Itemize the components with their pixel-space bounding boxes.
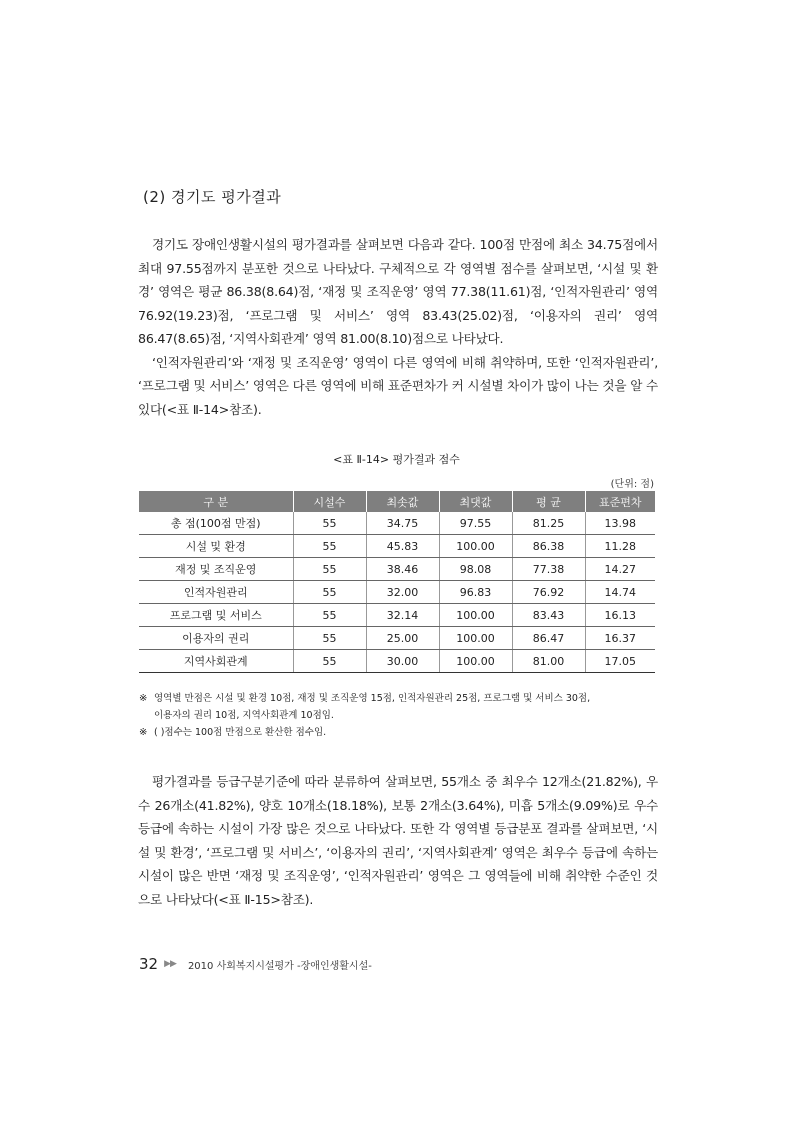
cell-facility-count: 55	[293, 604, 366, 627]
note-text: 이용자의 권리 10점, 지역사회관계 10점임.	[154, 710, 334, 721]
header-std-dev: 표준편차	[585, 491, 655, 512]
paragraph-text: 경기도 장애인생활시설의 평가결과를 살펴보면 다음과 같다. 100점 만점에 최소 34.75점에서 최대 97.55점까지 분포한 것으로 나타났다. 구체적으로 각 영역별 점수를 살펴보면, ‘시설 및 환경’ 영역은 평균 86.38(8.64)점, ‘재정 및 조직운영’ 영역 77.38(11.61)점, ‘인적자원관리’ 영역 76.92(19.23)점, ‘프로그램 및 서비스’ 영역 83.43(25.02)점, ‘이용자의 권리’ 영역 86.47(8.65)점, ‘지역사회관계’ 영역 81.00(8.10)점으로 나타났다.	[138, 237, 658, 346]
table-row	[139, 512, 655, 535]
cell-std-dev: 13.98	[585, 512, 655, 535]
cell-mean: 86.47	[512, 627, 585, 650]
cell-max: 100.00	[439, 604, 512, 627]
cell-facility-count: 55	[293, 512, 366, 535]
running-title: 2010 사회복지시설평가 -장애인생활시설-	[187, 960, 372, 972]
cell-facility-count: 55	[293, 535, 366, 558]
cell-facility-count: 55	[293, 627, 366, 650]
cell-facility-count: 55	[293, 558, 366, 581]
cell-min: 30.00	[366, 650, 439, 673]
table-row	[139, 535, 655, 558]
header-facility-count: 시설수	[293, 491, 366, 512]
cell-facility-count: 55	[293, 581, 366, 604]
cell-max: 100.00	[439, 650, 512, 673]
cell-mean: 81.25	[512, 512, 585, 535]
cell-std-dev: 14.27	[585, 558, 655, 581]
note-text: ( )점수는 100점 만점으로 환산한 점수임.	[154, 727, 327, 738]
cell-facility-count: 55	[293, 650, 366, 673]
note-1-continued	[139, 707, 659, 724]
cell-min: 32.00	[366, 581, 439, 604]
table-row	[139, 650, 655, 673]
cell-std-dev: 17.05	[585, 650, 655, 673]
paragraph-text: 평가결과를 등급구분기준에 따라 분류하여 살펴보면, 55개소 중 최우수 12개소(21.82%), 우수 26개소(41.82%), 양호 10개소(18.18%), 보통 2개소(3.64%), 미흡 5개소(9.09%)로 우수 등급에 속하는 시설이 가장 많은 것으로 나타났다. 또한 각 영역별 등급분포 결과를 살펴보면, ‘시설 및 환경’, ‘프로그램 및 서비스’, ‘이용자의 권리’, ‘지역사회관계’ 영역은 최우수 등급에 속하는 시설이 많은 반면 ‘재정 및 조직운영’, ‘인적자원관리’ 영역은 그 영역들에 비해 취약한 수준인 것으로 나타났다(<표 Ⅱ-15>참조).	[138, 774, 658, 907]
cell-min: 45.83	[366, 535, 439, 558]
table-notes	[139, 690, 659, 741]
cell-max: 98.08	[439, 558, 512, 581]
cell-max: 97.55	[439, 512, 512, 535]
body-paragraph-2	[138, 770, 658, 911]
header-max: 최댓값	[439, 491, 512, 512]
page-number: 32	[139, 955, 159, 973]
header-min: 최솟값	[366, 491, 439, 512]
header-mean: 평 균	[512, 491, 585, 512]
cell-category: 총 점(100점 만점)	[139, 512, 293, 535]
cell-mean: 81.00	[512, 650, 585, 673]
cell-max: 100.00	[439, 535, 512, 558]
cell-category: 인적자원관리	[139, 581, 293, 604]
cell-min: 32.14	[366, 604, 439, 627]
table-row	[139, 627, 655, 650]
cell-std-dev: 14.74	[585, 581, 655, 604]
cell-std-dev: 16.13	[585, 604, 655, 627]
cell-min: 25.00	[366, 627, 439, 650]
cell-std-dev: 16.37	[585, 627, 655, 650]
cell-mean: 76.92	[512, 581, 585, 604]
table-row	[139, 558, 655, 581]
table-row	[139, 604, 655, 627]
cell-category: 재정 및 조직운영	[139, 558, 293, 581]
cell-min: 34.75	[366, 512, 439, 535]
table-unit-label: (단위: 점)	[610, 479, 654, 490]
table-caption: <표 Ⅱ-14> 평가결과 점수	[333, 453, 460, 466]
table-header-row	[139, 491, 655, 512]
cell-min: 38.46	[366, 558, 439, 581]
score-table	[139, 491, 655, 673]
cell-max: 100.00	[439, 627, 512, 650]
double-arrow-icon: ▶▶	[164, 959, 176, 969]
note-text: 영역별 만점은 시설 및 환경 10점, 재정 및 조직운영 15점, 인적자원관리 25점, 프로그램 및 서비스 30점,	[154, 693, 591, 704]
header-category: 구 분	[139, 491, 293, 512]
page-footer	[139, 955, 372, 973]
section-title: (2) 경기도 평가결과	[143, 188, 282, 206]
cell-category: 프로그램 및 서비스	[139, 604, 293, 627]
cell-category: 시설 및 환경	[139, 535, 293, 558]
cell-mean: 77.38	[512, 558, 585, 581]
cell-category: 이용자의 권리	[139, 627, 293, 650]
table-row	[139, 581, 655, 604]
note-1	[139, 690, 659, 707]
cell-mean: 86.38	[512, 535, 585, 558]
reference-mark-icon: ※	[139, 727, 148, 738]
body-paragraph-1	[138, 233, 658, 421]
cell-category: 지역사회관계	[139, 650, 293, 673]
cell-mean: 83.43	[512, 604, 585, 627]
cell-max: 96.83	[439, 581, 512, 604]
note-2	[139, 724, 659, 741]
reference-mark-icon: ※	[139, 693, 148, 704]
paragraph-text: ‘인적자원관리’와 ‘재정 및 조직운영’ 영역이 다른 영역에 비해 취약하며, 또한 ‘인적자원관리’, ‘프로그램 및 서비스’ 영역은 다른 영역에 비해 표준편차가 커 시설별 차이가 많이 나는 것을 알 수 있다(<표 Ⅱ-14>참조).	[138, 354, 658, 417]
cell-std-dev: 11.28	[585, 535, 655, 558]
